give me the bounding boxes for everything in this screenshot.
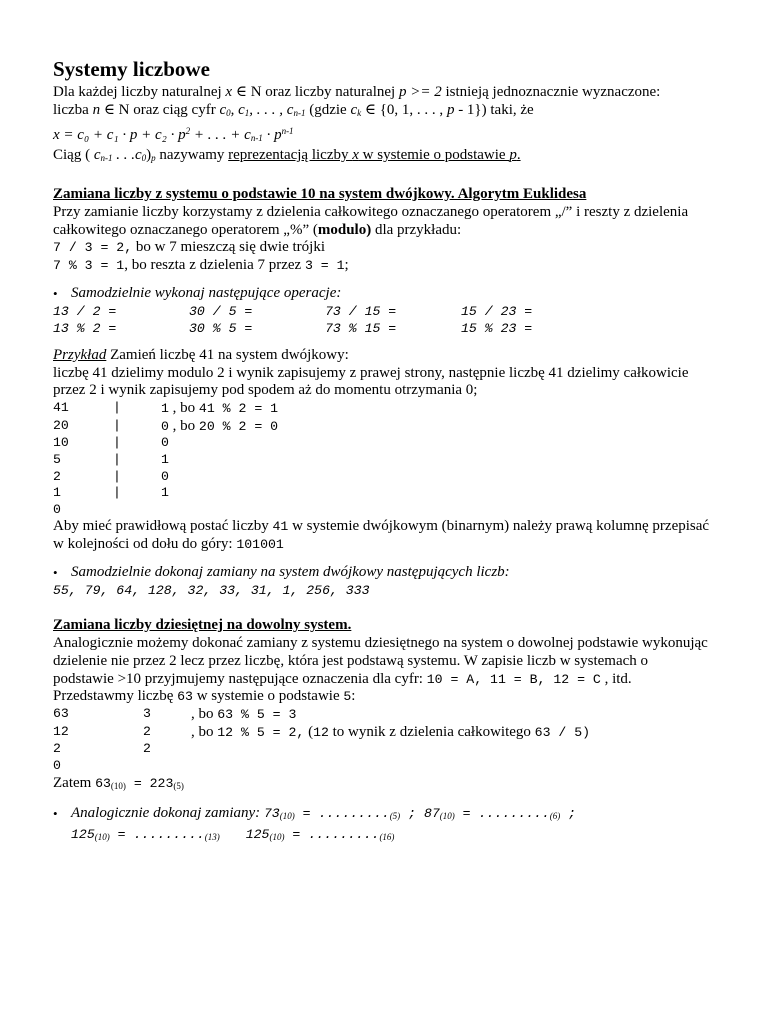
text: p <box>509 147 517 164</box>
cell: 41 <box>53 400 69 416</box>
code: = 223 <box>125 775 174 791</box>
paragraph <box>53 518 723 536</box>
text: ; <box>344 257 349 274</box>
text: n-1 <box>100 153 113 164</box>
cell: 5 <box>53 451 61 467</box>
text: reprezentacją liczby <box>228 147 353 164</box>
text: Analogicznie dokonaj zamiany: <box>71 805 264 822</box>
paragraph: Analogicznie możemy dokonać zamiany z systemu dziesiętnego na system o dowolnej podstawie wykonując <box>53 635 708 652</box>
cell: , bo <box>168 400 199 417</box>
cell: 0 <box>53 758 61 774</box>
text: n-1 <box>293 107 306 118</box>
text: w systemie o podstawie <box>358 147 510 164</box>
text: c <box>93 147 101 164</box>
cell: | <box>113 417 121 433</box>
text: Aby mieć prawidłową postać liczby <box>53 518 273 535</box>
task-bullet: • Samodzielnie wykonaj następujące operacje: <box>53 285 723 303</box>
cell: 63 / 5) <box>534 724 591 740</box>
example-intro <box>53 347 723 365</box>
code: = ......... <box>454 806 550 822</box>
operation: 30 % 5 = <box>189 320 253 336</box>
code: 10 = A, 11 = B, 12 = C <box>426 671 601 687</box>
text: (6) <box>549 811 561 822</box>
cell: 3 <box>143 706 151 722</box>
cell: | <box>113 468 121 484</box>
operation: 13 / 2 = <box>53 303 117 319</box>
cell: 1 <box>53 485 61 501</box>
task-bullet <box>53 805 723 826</box>
operation: 15 % 23 = <box>461 320 533 336</box>
code: 125 <box>71 827 95 843</box>
text: (10) <box>94 832 110 843</box>
text: modulo) <box>317 221 372 238</box>
code: = ......... <box>284 827 380 843</box>
cell: 63 % 5 = 3 <box>217 707 297 723</box>
cell: 63 <box>53 706 69 722</box>
text: (10) <box>279 811 295 822</box>
text: · p <box>262 126 282 143</box>
cell: 0 <box>161 435 169 451</box>
text: , . . . , c <box>249 101 294 118</box>
code: 101001 <box>236 537 284 553</box>
conclusion-line <box>53 775 723 796</box>
text: x = c₀ + c₁ · p + c₂ · p <box>53 126 186 143</box>
text: Zatem <box>53 774 96 791</box>
text: (10) <box>439 811 455 822</box>
cell: , bo <box>191 723 218 740</box>
code: 73 <box>263 806 280 822</box>
text: ∈ N oraz ciąg cyfr <box>100 101 220 118</box>
paragraph <box>53 222 723 240</box>
division-table-binary <box>53 400 723 518</box>
cell: | <box>113 400 121 416</box>
text: (5) <box>173 780 184 791</box>
cell: 12 <box>313 724 329 740</box>
cell: 41 % 2 = 1 <box>198 401 279 417</box>
cell: to wynik z dzielenia całkowitego <box>328 723 535 740</box>
text: x <box>352 147 359 164</box>
task-continuation <box>53 826 723 847</box>
text: w systemie o podstawie <box>192 688 344 705</box>
section-heading-any-base: Zamiana liczby dziesiętnej na dowolny system. <box>53 617 352 634</box>
cell: 2 <box>143 723 151 739</box>
text: , itd. <box>600 670 632 687</box>
operations-grid <box>53 303 723 337</box>
text: n-1 <box>281 125 294 136</box>
code: 63 <box>177 689 193 705</box>
cell: 10 <box>53 435 69 451</box>
text: c <box>135 147 142 164</box>
intro-line-2 <box>53 102 723 123</box>
text: c <box>350 101 358 118</box>
code: = ......... <box>109 827 205 843</box>
cell: 2 <box>53 468 61 484</box>
text: (gdzie <box>305 101 351 118</box>
cell: 12 <box>53 723 69 739</box>
text: liczba <box>53 101 93 118</box>
text: k <box>357 107 362 118</box>
cell: 0 <box>53 501 61 517</box>
cell: , bo <box>191 706 218 723</box>
text: x ∈ <box>225 84 247 100</box>
code: 7 / 3 = 2, <box>53 240 133 256</box>
cell: 20 % 2 = 0 <box>198 418 279 434</box>
paragraph <box>53 688 723 706</box>
section-heading-euclid: Zamiana liczby z systemu o podstawie 10 na system dwójkowy. Algorytm Euklidesa <box>53 185 587 202</box>
cell: | <box>113 451 121 467</box>
operation: 73 / 15 = <box>325 303 397 319</box>
operation: 30 / 5 = <box>189 303 253 319</box>
text: - 1}) taki, że <box>454 101 534 118</box>
text: Ciąg ( <box>53 147 94 164</box>
code: 63 <box>95 775 111 791</box>
code: 41 <box>272 519 289 535</box>
text: p >= 2 <box>398 84 442 100</box>
text: + . . . + c <box>190 126 251 143</box>
text: n <box>92 101 101 118</box>
text: (16) <box>379 832 395 843</box>
intro-line-1 <box>53 84 723 102</box>
paragraph: Przy zamianie liczby korzystamy z dzielenia całkowitego oznaczanego operatorem „/” i reszty z dzielenia <box>53 203 689 220</box>
text: Dla każdej liczby naturalnej <box>53 84 226 100</box>
text: p <box>446 101 455 118</box>
text: 0 <box>141 153 147 164</box>
text: . <box>516 147 521 164</box>
text: p <box>151 153 156 164</box>
text: Zamień liczbę 41 na system dwójkowy: <box>106 346 349 363</box>
text: bo w 7 mieszczą się dwie trójki <box>132 239 326 256</box>
text: , bo reszta z dzielenia 7 przez <box>124 257 305 274</box>
code: 87 <box>423 806 440 822</box>
code: ; <box>400 806 424 822</box>
code: = ......... <box>294 806 390 822</box>
document-page <box>53 56 723 847</box>
page-title: Systemy liczbowe <box>53 57 210 81</box>
division-table-base5 <box>53 706 723 774</box>
text: c <box>219 101 227 118</box>
text: podstawie >10 przyjmujemy następujące oznaczenia dla cyfr: <box>53 670 427 687</box>
text: w systemie dwójkowym (binarnym) należy prawą kolumnę przepisać <box>288 518 710 535</box>
text: (5) <box>389 811 401 822</box>
paragraph: liczbę 41 dzielimy modulo 2 i wynik zapisujemy z prawej strony, następnie liczbę 41 dzielimy całkowicie <box>53 364 689 381</box>
cell: 20 <box>53 417 69 433</box>
intro-formula <box>53 123 723 148</box>
text: w kolejności od dołu do góry: <box>53 536 237 553</box>
cell: | <box>113 485 121 501</box>
cell: 1 <box>161 401 169 417</box>
text: 0 <box>226 107 231 118</box>
code: 7 % 3 = 1 <box>53 258 125 274</box>
paragraph: dzielenie nie przez 2 lecz przez liczbę, która jest podstawą systemu. W zapisie liczb w systemach o <box>53 652 649 669</box>
cell: 0 <box>161 468 169 484</box>
paragraph <box>53 536 723 554</box>
operation: 13 % 2 = <box>53 320 117 336</box>
cell: 2 <box>53 741 61 757</box>
cell: 1 <box>161 485 169 501</box>
text: całkowitego oznaczanego operatorem „%” ( <box>53 221 318 238</box>
cell: 2 <box>143 741 151 757</box>
text: istnieją jednoznacznie wyznaczone: <box>441 84 661 100</box>
text: Przedstawmy liczbę <box>53 688 178 705</box>
code: 3 = 1 <box>304 258 345 274</box>
example-label: Przykład <box>53 346 107 363</box>
text: ) <box>146 147 152 164</box>
cell: ( <box>304 723 314 740</box>
text: 2 <box>185 125 191 136</box>
cell: , bo <box>168 417 199 434</box>
text: (13) <box>204 832 220 843</box>
text: 1 <box>244 107 250 118</box>
cell: 0 <box>161 418 169 434</box>
cell: 1 <box>161 451 169 467</box>
text: N oraz liczby naturalnej <box>246 84 399 100</box>
text: ∈ {0, 1, . . . , <box>361 101 447 118</box>
cell: 12 % 5 = 2, <box>217 724 305 740</box>
example-line <box>53 257 723 275</box>
intro-line-4 <box>53 147 723 168</box>
example-line <box>53 239 723 257</box>
text: dla przykładu: <box>371 221 462 238</box>
cell: | <box>113 435 121 451</box>
numbers-list: 55, 79, 64, 128, 32, 33, 31, 1, 256, 333 <box>53 582 370 598</box>
paragraph: przez 2 i wynik zapisujemy pod spodem aż do momentu otrzymania 0; <box>53 382 478 399</box>
code: ; <box>560 806 577 822</box>
text: nazywamy <box>155 147 229 164</box>
text: n-1 <box>250 132 263 143</box>
code: 5 <box>343 689 352 705</box>
text: : <box>351 688 356 705</box>
code: 125 <box>245 827 270 843</box>
task-bullet: • Samodzielnie dokonaj zamiany na system dwójkowy następujących liczb: <box>53 564 723 582</box>
text: (10) <box>110 780 126 791</box>
paragraph <box>53 671 723 689</box>
operation: 15 / 23 = <box>461 303 533 319</box>
text: . . . <box>112 147 135 164</box>
operation: 73 % 15 = <box>325 320 397 336</box>
text: (10) <box>269 832 285 843</box>
text: , c <box>230 101 245 118</box>
